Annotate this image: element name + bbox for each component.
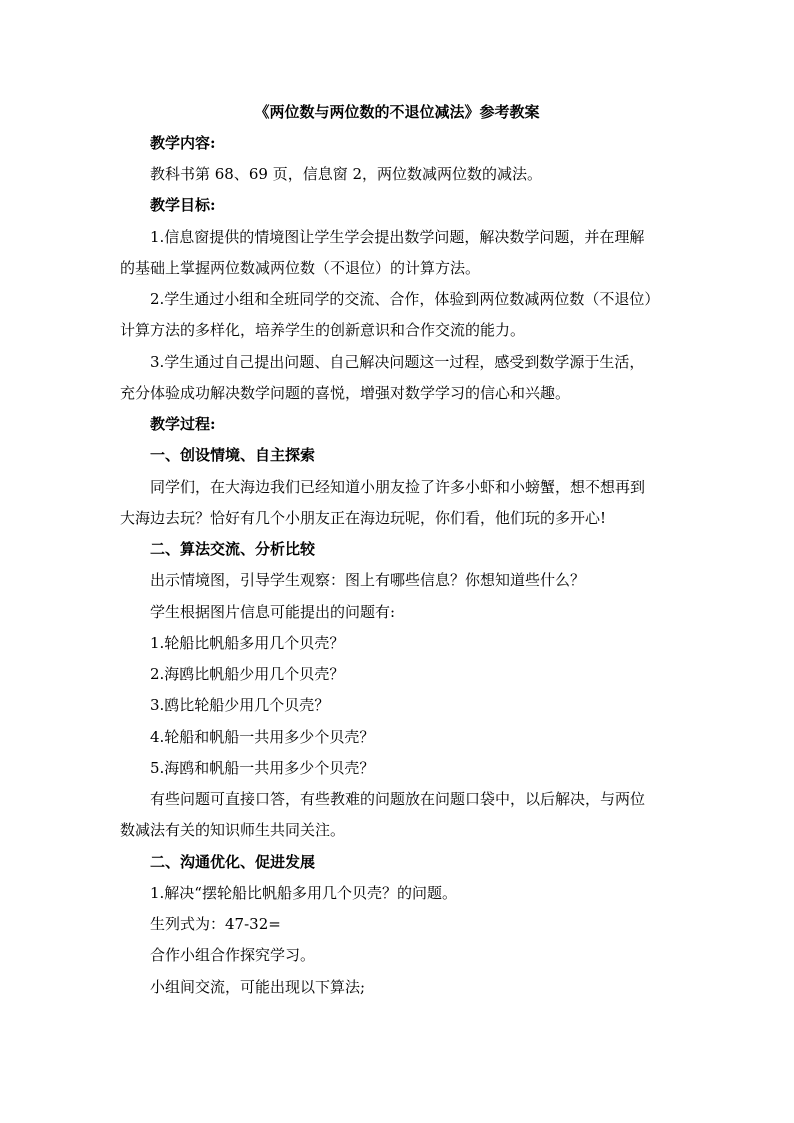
- section-3-heading: 二、沟通优化、促进发展: [150, 853, 316, 871]
- section-2-line-1: 出示情境图，引导学生观察：图上有哪些信息？你想知道些什么？: [150, 571, 586, 589]
- section-2-note-line-1: 有些问题可直接口答，有些教难的问题放在问题口袋中，以后解决，与两位: [150, 790, 646, 808]
- section-3-line-2: 生列式为：47-32=: [150, 915, 281, 933]
- question-2: 2.海鸥比帆船少用几个贝壳？: [150, 665, 345, 683]
- section-3-line-3: 合作小组合作探究学习。: [150, 946, 316, 964]
- question-4: 4.轮船和帆船一共用多少个贝壳？: [150, 728, 375, 746]
- goal-3-line-1: 3.学生通过自己提出问题、自己解决问题这一过程，感受到数学源于生活，: [150, 353, 645, 371]
- goal-3-line-2: 充分体验成功解决数学问题的喜悦，增强对数学学习的信心和兴趣。: [120, 384, 571, 402]
- section-2-note-line-2: 数减法有关的知识师生共同关注。: [120, 821, 346, 839]
- question-3: 3.鸥比轮船少用几个贝壳？: [150, 696, 330, 714]
- section-1-line-2: 大海边去玩？恰好有几个小朋友正在海边玩呢，你们看，他们玩的多开心!: [120, 509, 607, 527]
- question-1: 1.轮船比帆船多用几个贝壳？: [150, 634, 345, 652]
- section-2-line-2: 学生根据图片信息可能提出的问题有:: [150, 603, 396, 621]
- goal-1-line-2: 的基础上掌握两位数减两位数（不退位）的计算方法。: [120, 259, 481, 277]
- teaching-content-heading: 教学内容:: [150, 134, 216, 152]
- document-title: 《两位数与两位数的不退位减法》参考教案: [254, 103, 540, 121]
- section-2-heading: 二、算法交流、分析比较: [150, 540, 316, 558]
- goal-1-line-1: 1.信息窗提供的情境图让学生学会提出数学问题，解决数学问题，并在理解: [150, 228, 645, 246]
- teaching-goals-heading: 教学目标:: [150, 196, 216, 214]
- teaching-process-heading: 教学过程:: [150, 415, 216, 433]
- section-1-heading: 一、创设情境、自主探索: [150, 446, 316, 464]
- section-1-line-1: 同学们，在大海边我们已经知道小朋友捡了许多小虾和小螃蟹，想不想再到: [150, 478, 646, 496]
- goal-2-line-1: 2.学生通过小组和全班同学的交流、合作，体验到两位数减两位数（不退位）: [150, 290, 660, 308]
- section-3-line-4: 小组间交流，可能出现以下算法;: [150, 978, 366, 996]
- teaching-content-text: 教科书第 68、69 页，信息窗 2，两位数减两位数的减法。: [150, 165, 543, 183]
- goal-2-line-2: 计算方法的多样化，培养学生的创新意识和合作交流的能力。: [120, 321, 526, 339]
- question-5: 5.海鸥和帆船一共用多少个贝壳？: [150, 759, 375, 777]
- section-3-line-1: 1.解决“摆轮船比帆船多用几个贝壳？的问题。: [150, 884, 457, 902]
